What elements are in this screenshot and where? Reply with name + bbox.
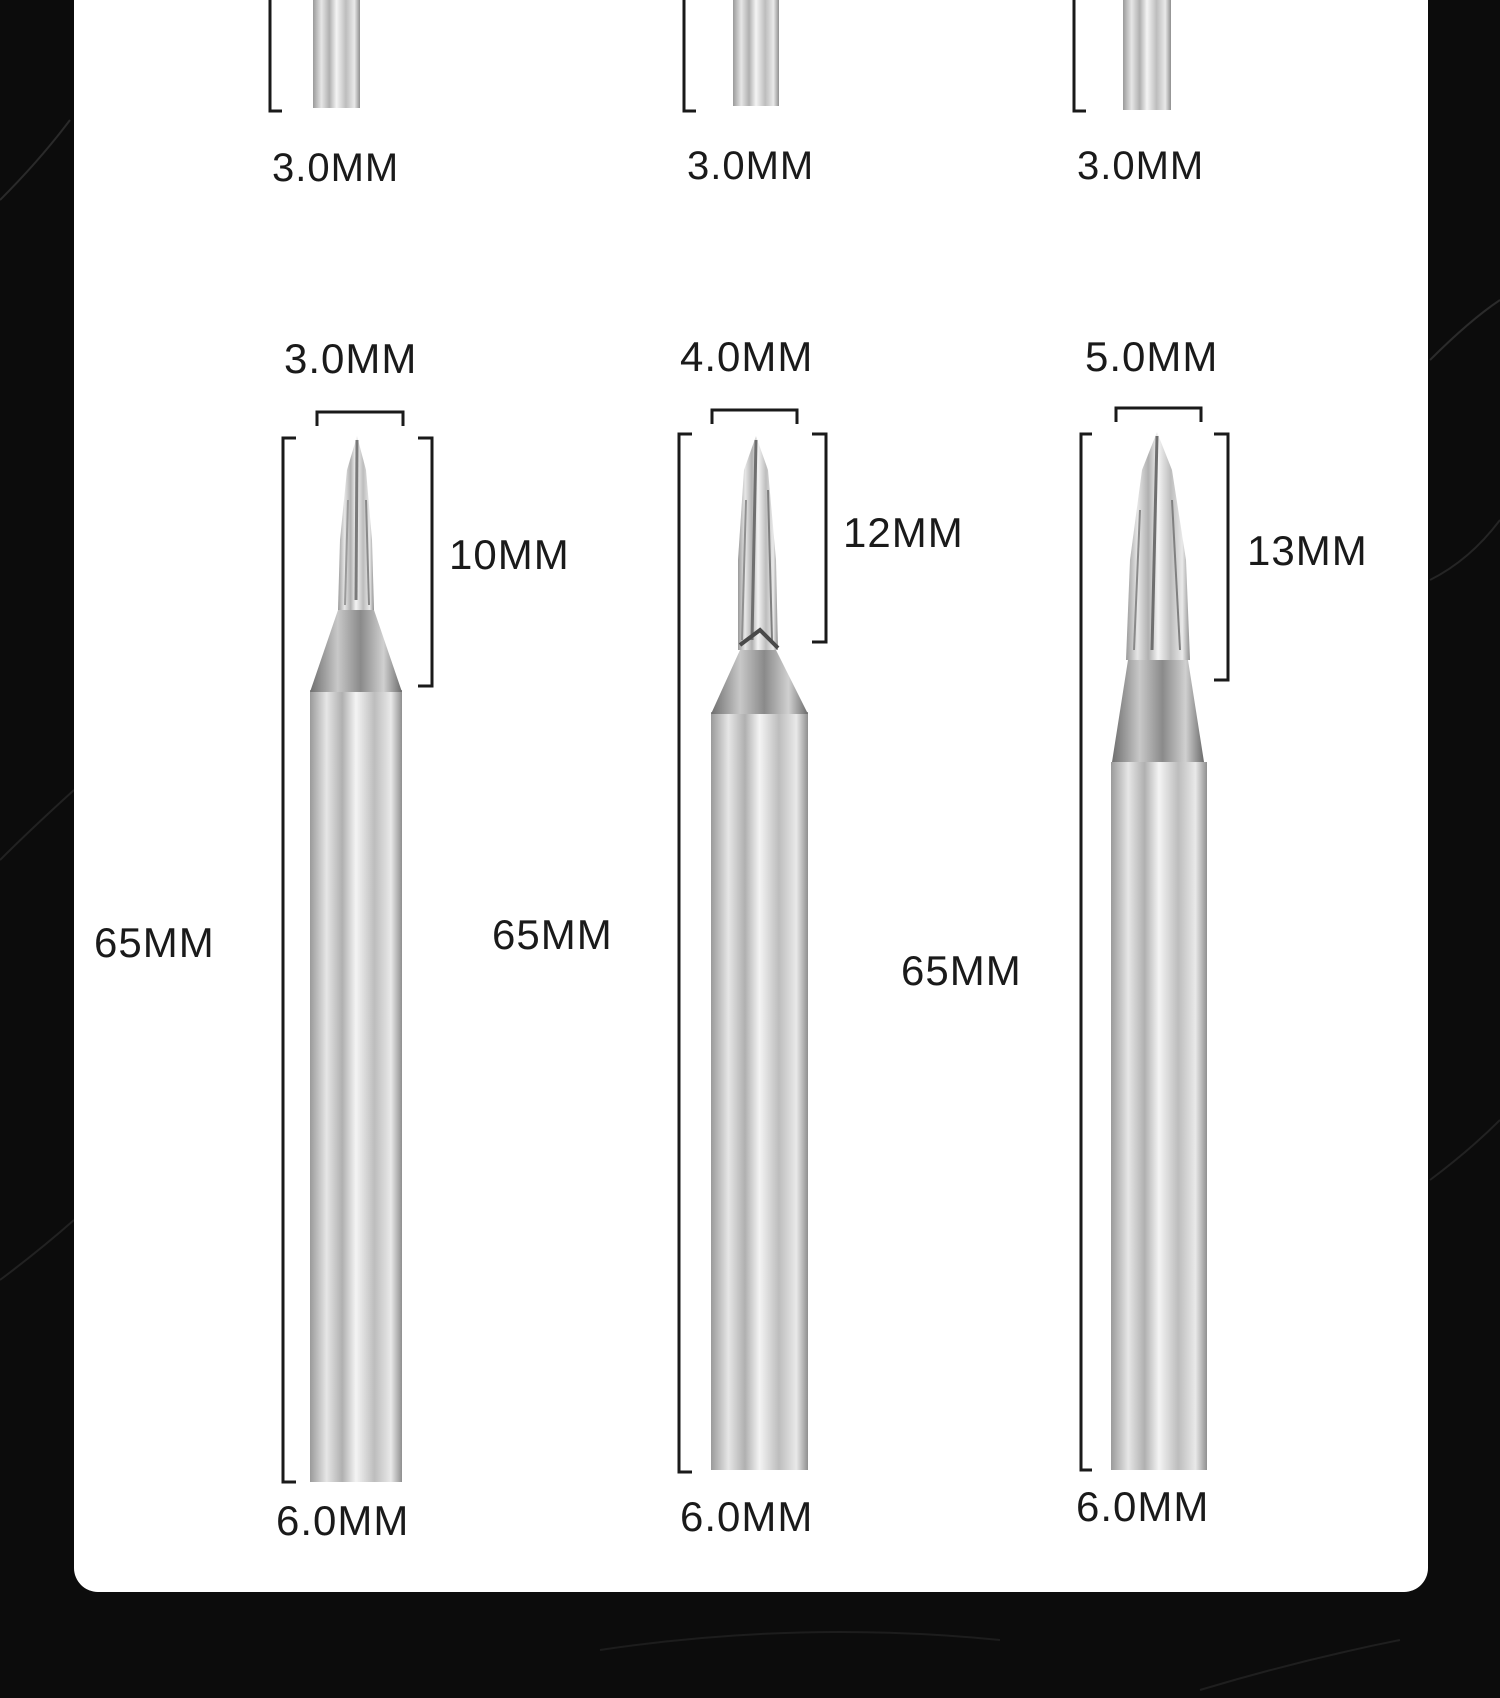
bit-1-shank-diameter-label: 6.0MM: [276, 1497, 410, 1544]
bit-2-tip-diameter-label: 4.0MM: [680, 333, 814, 380]
bit-1-total-length-label: 65MM: [94, 919, 215, 966]
bit-3-shank-diameter-label: 6.0MM: [1076, 1483, 1210, 1530]
bit-1: [283, 412, 432, 1482]
bit-2-total-length-label: 65MM: [492, 911, 613, 958]
bit-3-flute-length-label: 13MM: [1247, 527, 1368, 574]
top-shank-label-3: 3.0MM: [1077, 144, 1205, 188]
bit-1-tip-diameter-label: 3.0MM: [284, 335, 418, 382]
bit-3: [1081, 408, 1228, 1470]
bit-1-flute-length-label: 10MM: [449, 531, 570, 578]
bit-3-tip-diameter-label: 5.0MM: [1085, 333, 1219, 380]
bit-3-total-length-label: 65MM: [901, 947, 1022, 994]
bit-2-flute-length-label: 12MM: [843, 509, 964, 556]
bit-2: [679, 410, 826, 1472]
top-shank-label-2: 3.0MM: [687, 144, 815, 188]
bit-2-shank-diameter-label: 6.0MM: [680, 1493, 814, 1540]
top-shank-label-1: 3.0MM: [272, 146, 400, 190]
